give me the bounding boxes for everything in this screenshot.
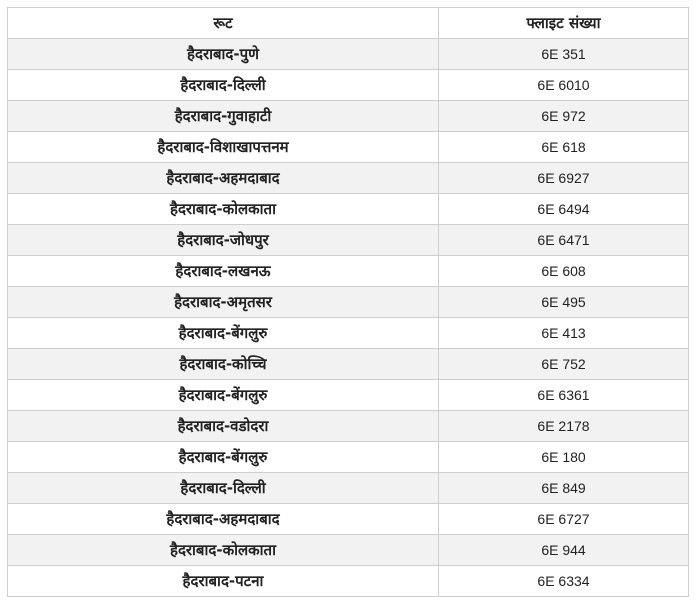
route-cell: हैदराबाद-विशाखापत्तनम <box>8 132 439 163</box>
flight-number-cell: 6E 6361 <box>439 380 689 411</box>
table-row <box>8 39 689 70</box>
table-row <box>8 473 689 504</box>
flight-routes-table-container <box>7 7 688 597</box>
route-cell: हैदराबाद-कोच्चि <box>8 349 439 380</box>
flight-number-cell: 6E 495 <box>439 287 689 318</box>
table-header <box>8 8 689 39</box>
table-row <box>8 380 689 411</box>
table-row <box>8 194 689 225</box>
header-row <box>8 8 689 39</box>
table-row <box>8 256 689 287</box>
table-row <box>8 566 689 597</box>
table-body <box>8 39 689 597</box>
route-cell: हैदराबाद-कोलकाता <box>8 535 439 566</box>
route-cell: हैदराबाद-बेंगलुरु <box>8 318 439 349</box>
table-row <box>8 411 689 442</box>
route-cell: हैदराबाद-लखनऊ <box>8 256 439 287</box>
route-cell: हैदराबाद-जोधपुर <box>8 225 439 256</box>
table-row <box>8 163 689 194</box>
route-cell: हैदराबाद-गुवाहाटी <box>8 101 439 132</box>
table-row <box>8 225 689 256</box>
flight-number-cell: 6E 752 <box>439 349 689 380</box>
flight-number-cell: 6E 972 <box>439 101 689 132</box>
flight-number-cell: 6E 6494 <box>439 194 689 225</box>
flight-number-cell: 6E 608 <box>439 256 689 287</box>
table-row <box>8 70 689 101</box>
table-row <box>8 535 689 566</box>
table-row <box>8 287 689 318</box>
flight-number-cell: 6E 6334 <box>439 566 689 597</box>
route-cell: हैदराबाद-बेंगलुरु <box>8 442 439 473</box>
flight-number-cell: 6E 849 <box>439 473 689 504</box>
flight-number-cell: 6E 413 <box>439 318 689 349</box>
table-row <box>8 349 689 380</box>
flight-number-cell: 6E 6010 <box>439 70 689 101</box>
table-row <box>8 442 689 473</box>
route-cell: हैदराबाद-वडोदरा <box>8 411 439 442</box>
flight-number-cell: 6E 2178 <box>439 411 689 442</box>
flight-number-cell: 6E 6927 <box>439 163 689 194</box>
route-cell: हैदराबाद-अहमदाबाद <box>8 504 439 535</box>
route-cell: हैदराबाद-पटना <box>8 566 439 597</box>
flight-number-cell: 6E 6727 <box>439 504 689 535</box>
flight-number-cell: 6E 180 <box>439 442 689 473</box>
route-cell: हैदराबाद-दिल्ली <box>8 70 439 101</box>
route-cell: हैदराबाद-अहमदाबाद <box>8 163 439 194</box>
flight-routes-table <box>7 7 689 597</box>
route-cell: हैदराबाद-पुणे <box>8 39 439 70</box>
table-row <box>8 132 689 163</box>
flight-number-column-header: फ्लाइट संख्या <box>439 8 689 39</box>
flight-number-cell: 6E 944 <box>439 535 689 566</box>
flight-number-cell: 6E 351 <box>439 39 689 70</box>
flight-number-cell: 6E 6471 <box>439 225 689 256</box>
route-cell: हैदराबाद-बेंगलुरु <box>8 380 439 411</box>
route-cell: हैदराबाद-अमृतसर <box>8 287 439 318</box>
table-row <box>8 504 689 535</box>
route-cell: हैदराबाद-कोलकाता <box>8 194 439 225</box>
route-cell: हैदराबाद-दिल्ली <box>8 473 439 504</box>
flight-number-cell: 6E 618 <box>439 132 689 163</box>
route-column-header: रूट <box>8 8 439 39</box>
table-row <box>8 318 689 349</box>
table-row <box>8 101 689 132</box>
